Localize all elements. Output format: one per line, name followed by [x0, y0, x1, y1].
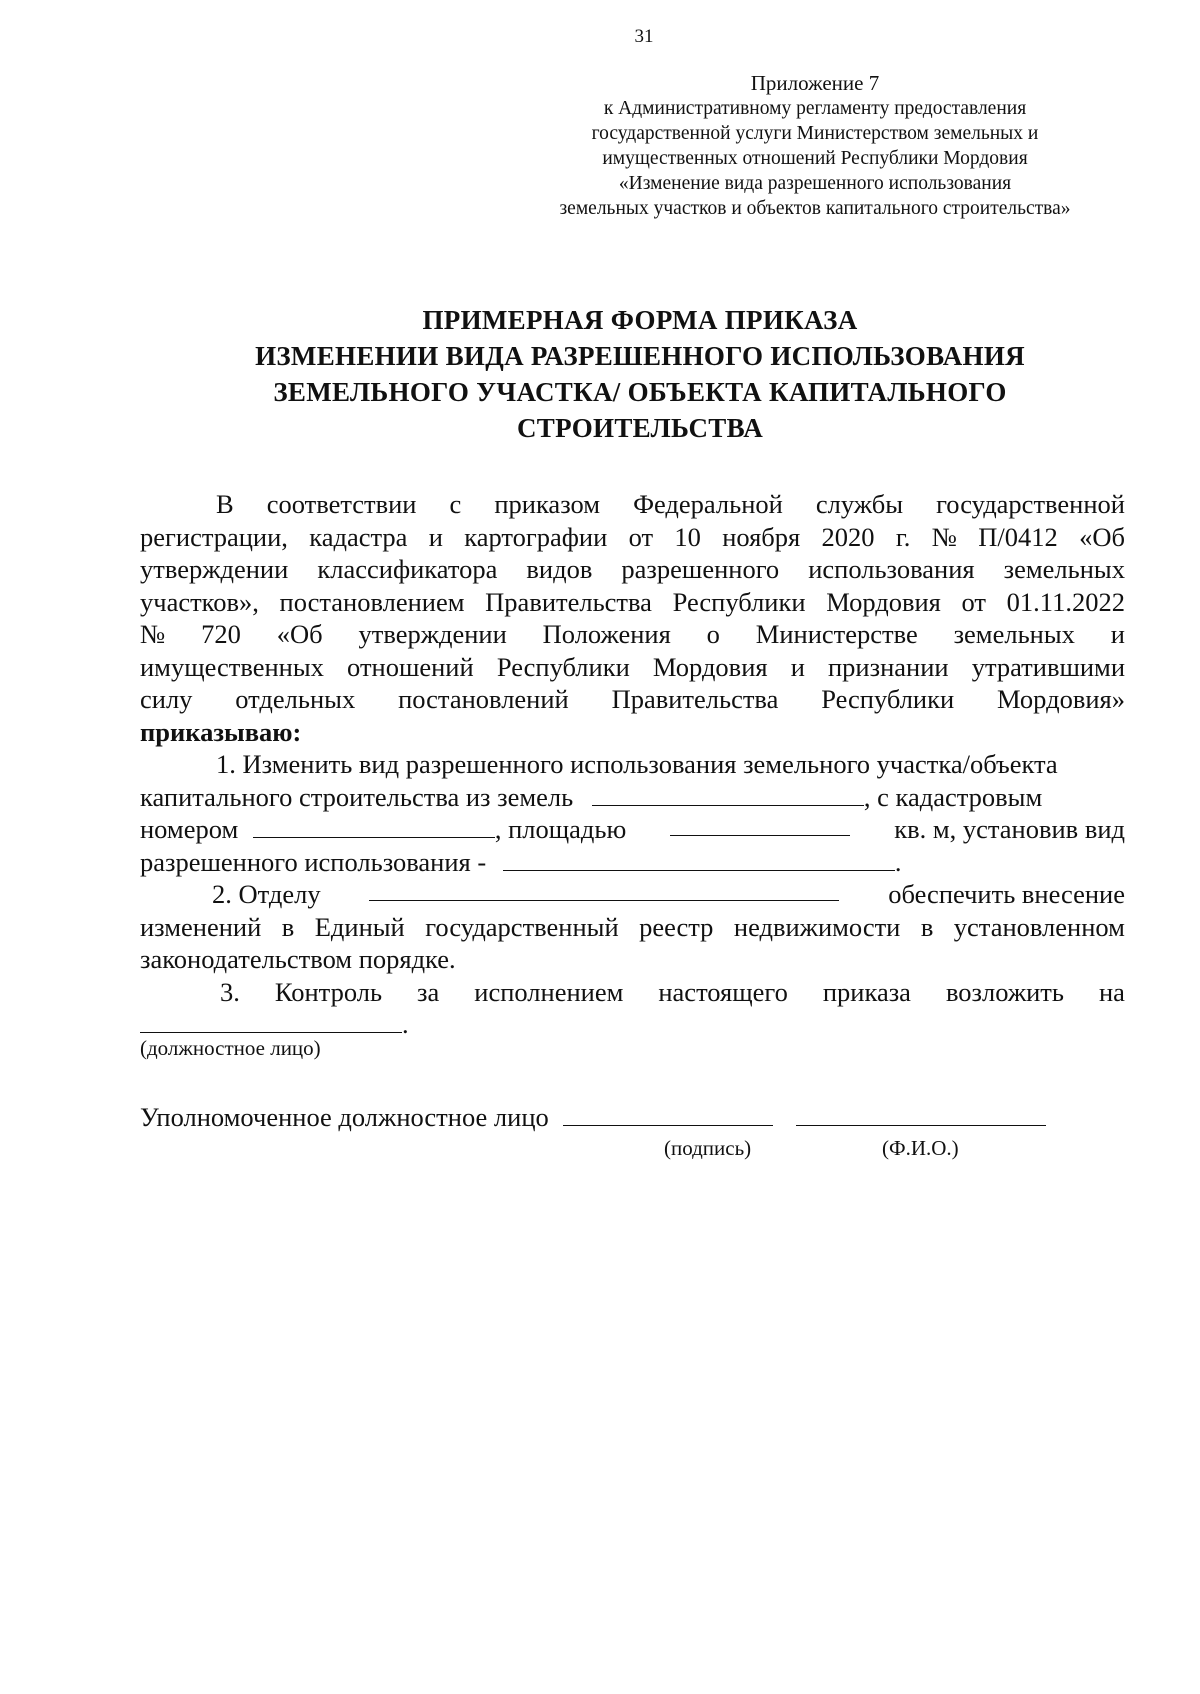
word: на — [1098, 976, 1125, 1007]
area-blank[interactable] — [670, 813, 850, 836]
signature-line — [140, 1102, 1046, 1133]
word: от — [961, 586, 987, 617]
preamble-line — [140, 683, 1125, 716]
preamble-line — [140, 521, 1125, 554]
appendix-line: к Административному регламенту предоставления — [603, 98, 1027, 119]
signature-blank[interactable] — [563, 1103, 773, 1126]
word: государственной — [936, 489, 1125, 519]
item2-text: обеспечить внесение — [888, 879, 1125, 909]
item1-text: . — [894, 846, 902, 877]
item1-text: , с кадастровым — [863, 781, 1043, 812]
word: использования — [808, 554, 975, 584]
word: и — [1110, 619, 1125, 649]
item2-line: законодательством порядке. — [140, 944, 456, 974]
document-body — [140, 488, 1125, 1041]
appendix-line: имущественных отношений Республики Мордовия — [602, 148, 1028, 169]
appendix-line: «Изменение вида разрешенного использования — [618, 173, 1012, 194]
land-category-blank[interactable] — [592, 783, 864, 806]
word: реестр — [639, 911, 714, 942]
word: В — [216, 489, 234, 519]
word: «Об — [276, 619, 323, 649]
item3-line — [140, 976, 1125, 1009]
word: регистрации, — [140, 521, 288, 552]
appendix-title: Приложение 7 — [750, 71, 880, 95]
word: соответствии — [266, 489, 417, 519]
word: 3. — [220, 976, 240, 1007]
word: возложить — [945, 976, 1064, 1007]
title-line: ЗЕМЕЛЬНОГО УЧАСТКА/ ОБЪЕКТА КАПИТАЛЬНОГО — [273, 377, 1007, 407]
word: постановлением — [279, 586, 465, 617]
word: признании — [828, 651, 949, 682]
word: картографии — [464, 521, 608, 552]
item1-line — [140, 781, 1125, 814]
word: Положения — [542, 619, 671, 649]
appendix-line: земельных участков и объектов капитального строительства» — [559, 198, 1071, 219]
word: № — [931, 521, 957, 552]
word: государственный — [425, 911, 619, 942]
appendix-header — [520, 70, 1110, 221]
item1-text: номером — [140, 814, 239, 844]
word: исполнением — [474, 976, 624, 1007]
word: г. — [895, 521, 911, 552]
word: разрешенного — [621, 554, 780, 584]
permitted-use-blank[interactable] — [503, 848, 895, 871]
word: земельных — [953, 619, 1075, 649]
word: Республики — [821, 684, 955, 714]
word: участков», — [140, 586, 259, 617]
full-name-blank[interactable] — [796, 1103, 1046, 1126]
signature-label: Уполномоченное должностное лицо — [140, 1102, 549, 1132]
item1-text: , площадью — [494, 814, 627, 844]
item3-dot: . — [402, 1009, 409, 1039]
word: о — [706, 619, 720, 649]
word: 2020 — [821, 521, 875, 552]
item1-line — [140, 846, 1125, 879]
word: классификатора — [317, 554, 498, 584]
item2-line — [140, 878, 1125, 911]
word: от — [628, 521, 654, 552]
word: Мордовия — [826, 586, 941, 617]
word: Республики — [496, 651, 630, 682]
word: приказом — [494, 489, 601, 519]
document-title — [140, 302, 1140, 446]
word: отношений — [347, 651, 474, 682]
word: 01.11.2022 — [1006, 586, 1125, 617]
item1-text: кв. м, установив вид — [894, 814, 1125, 844]
word: видов — [526, 554, 593, 584]
word: П/0412 — [978, 521, 1058, 552]
preamble-line — [140, 488, 1125, 521]
title-line: ИЗМЕНЕНИИ ВИДА РАЗРЕШЕННОГО ИСПОЛЬЗОВАНИЯ — [255, 341, 1025, 371]
word: Мордовия» — [997, 684, 1125, 714]
word: в — [920, 911, 934, 942]
title-line: СТРОИТЕЛЬСТВА — [516, 413, 764, 443]
full-name-caption: (Ф.И.О.) — [882, 1136, 959, 1160]
cadastral-number-blank[interactable] — [253, 815, 495, 838]
word: земельных — [1003, 554, 1125, 584]
word: Республики — [672, 586, 806, 617]
word: Федеральной — [633, 489, 783, 519]
word: изменений — [140, 911, 262, 942]
word: в — [281, 911, 295, 942]
word: № — [140, 619, 166, 649]
appendix-line: государственной услуги Министерством земельных и — [591, 123, 1039, 144]
word: имущественных — [140, 651, 324, 682]
word: Единый — [314, 911, 405, 942]
word: 10 — [674, 521, 701, 552]
department-blank[interactable] — [369, 878, 839, 901]
word: Правительства — [611, 684, 779, 714]
word: утратившими — [971, 651, 1125, 682]
word: постановлений — [398, 684, 569, 714]
preamble-line — [140, 553, 1125, 586]
word: Правительства — [485, 586, 652, 617]
signature-caption: (подпись) — [664, 1136, 752, 1160]
word: «Об — [1079, 521, 1125, 552]
item1-line: 1. Изменить вид разрешенного использования земельного участка/объекта — [216, 749, 1058, 779]
word: с — [449, 489, 462, 519]
item1-text: капитального строительства из земель — [140, 781, 574, 812]
word: за — [417, 976, 440, 1007]
word: кадастра — [309, 521, 408, 552]
preamble-line — [140, 618, 1125, 651]
word: Министерстве — [755, 619, 918, 649]
word: службы — [815, 489, 904, 519]
official-caption: (должностное лицо) — [140, 1036, 321, 1060]
preamble-line — [140, 586, 1125, 619]
word: силу — [140, 684, 193, 714]
word: ноября — [722, 521, 801, 552]
page-number: 31 — [634, 26, 654, 47]
preamble-line — [140, 651, 1125, 684]
word: отдельных — [235, 684, 356, 714]
word: приказа — [822, 976, 911, 1007]
word: и — [790, 651, 805, 682]
official-blank[interactable] — [140, 1010, 402, 1033]
word: Мордовия — [652, 651, 768, 682]
order-word: приказываю: — [140, 716, 302, 747]
word: утверждении — [140, 554, 289, 584]
word: настоящего — [658, 976, 788, 1007]
word: утверждении — [358, 619, 507, 649]
word: установленном — [953, 911, 1125, 942]
word: Контроль — [274, 976, 383, 1007]
item1-line — [140, 813, 1125, 846]
item2-line — [140, 911, 1125, 944]
item1-text: разрешенного использования - — [140, 846, 487, 877]
word: и — [428, 521, 443, 552]
title-line: ПРИМЕРНАЯ ФОРМА ПРИКАЗА — [422, 305, 858, 335]
word: 720 — [201, 619, 241, 649]
item2-text: 2. Отделу — [212, 879, 321, 909]
word: недвижимости — [733, 911, 901, 942]
